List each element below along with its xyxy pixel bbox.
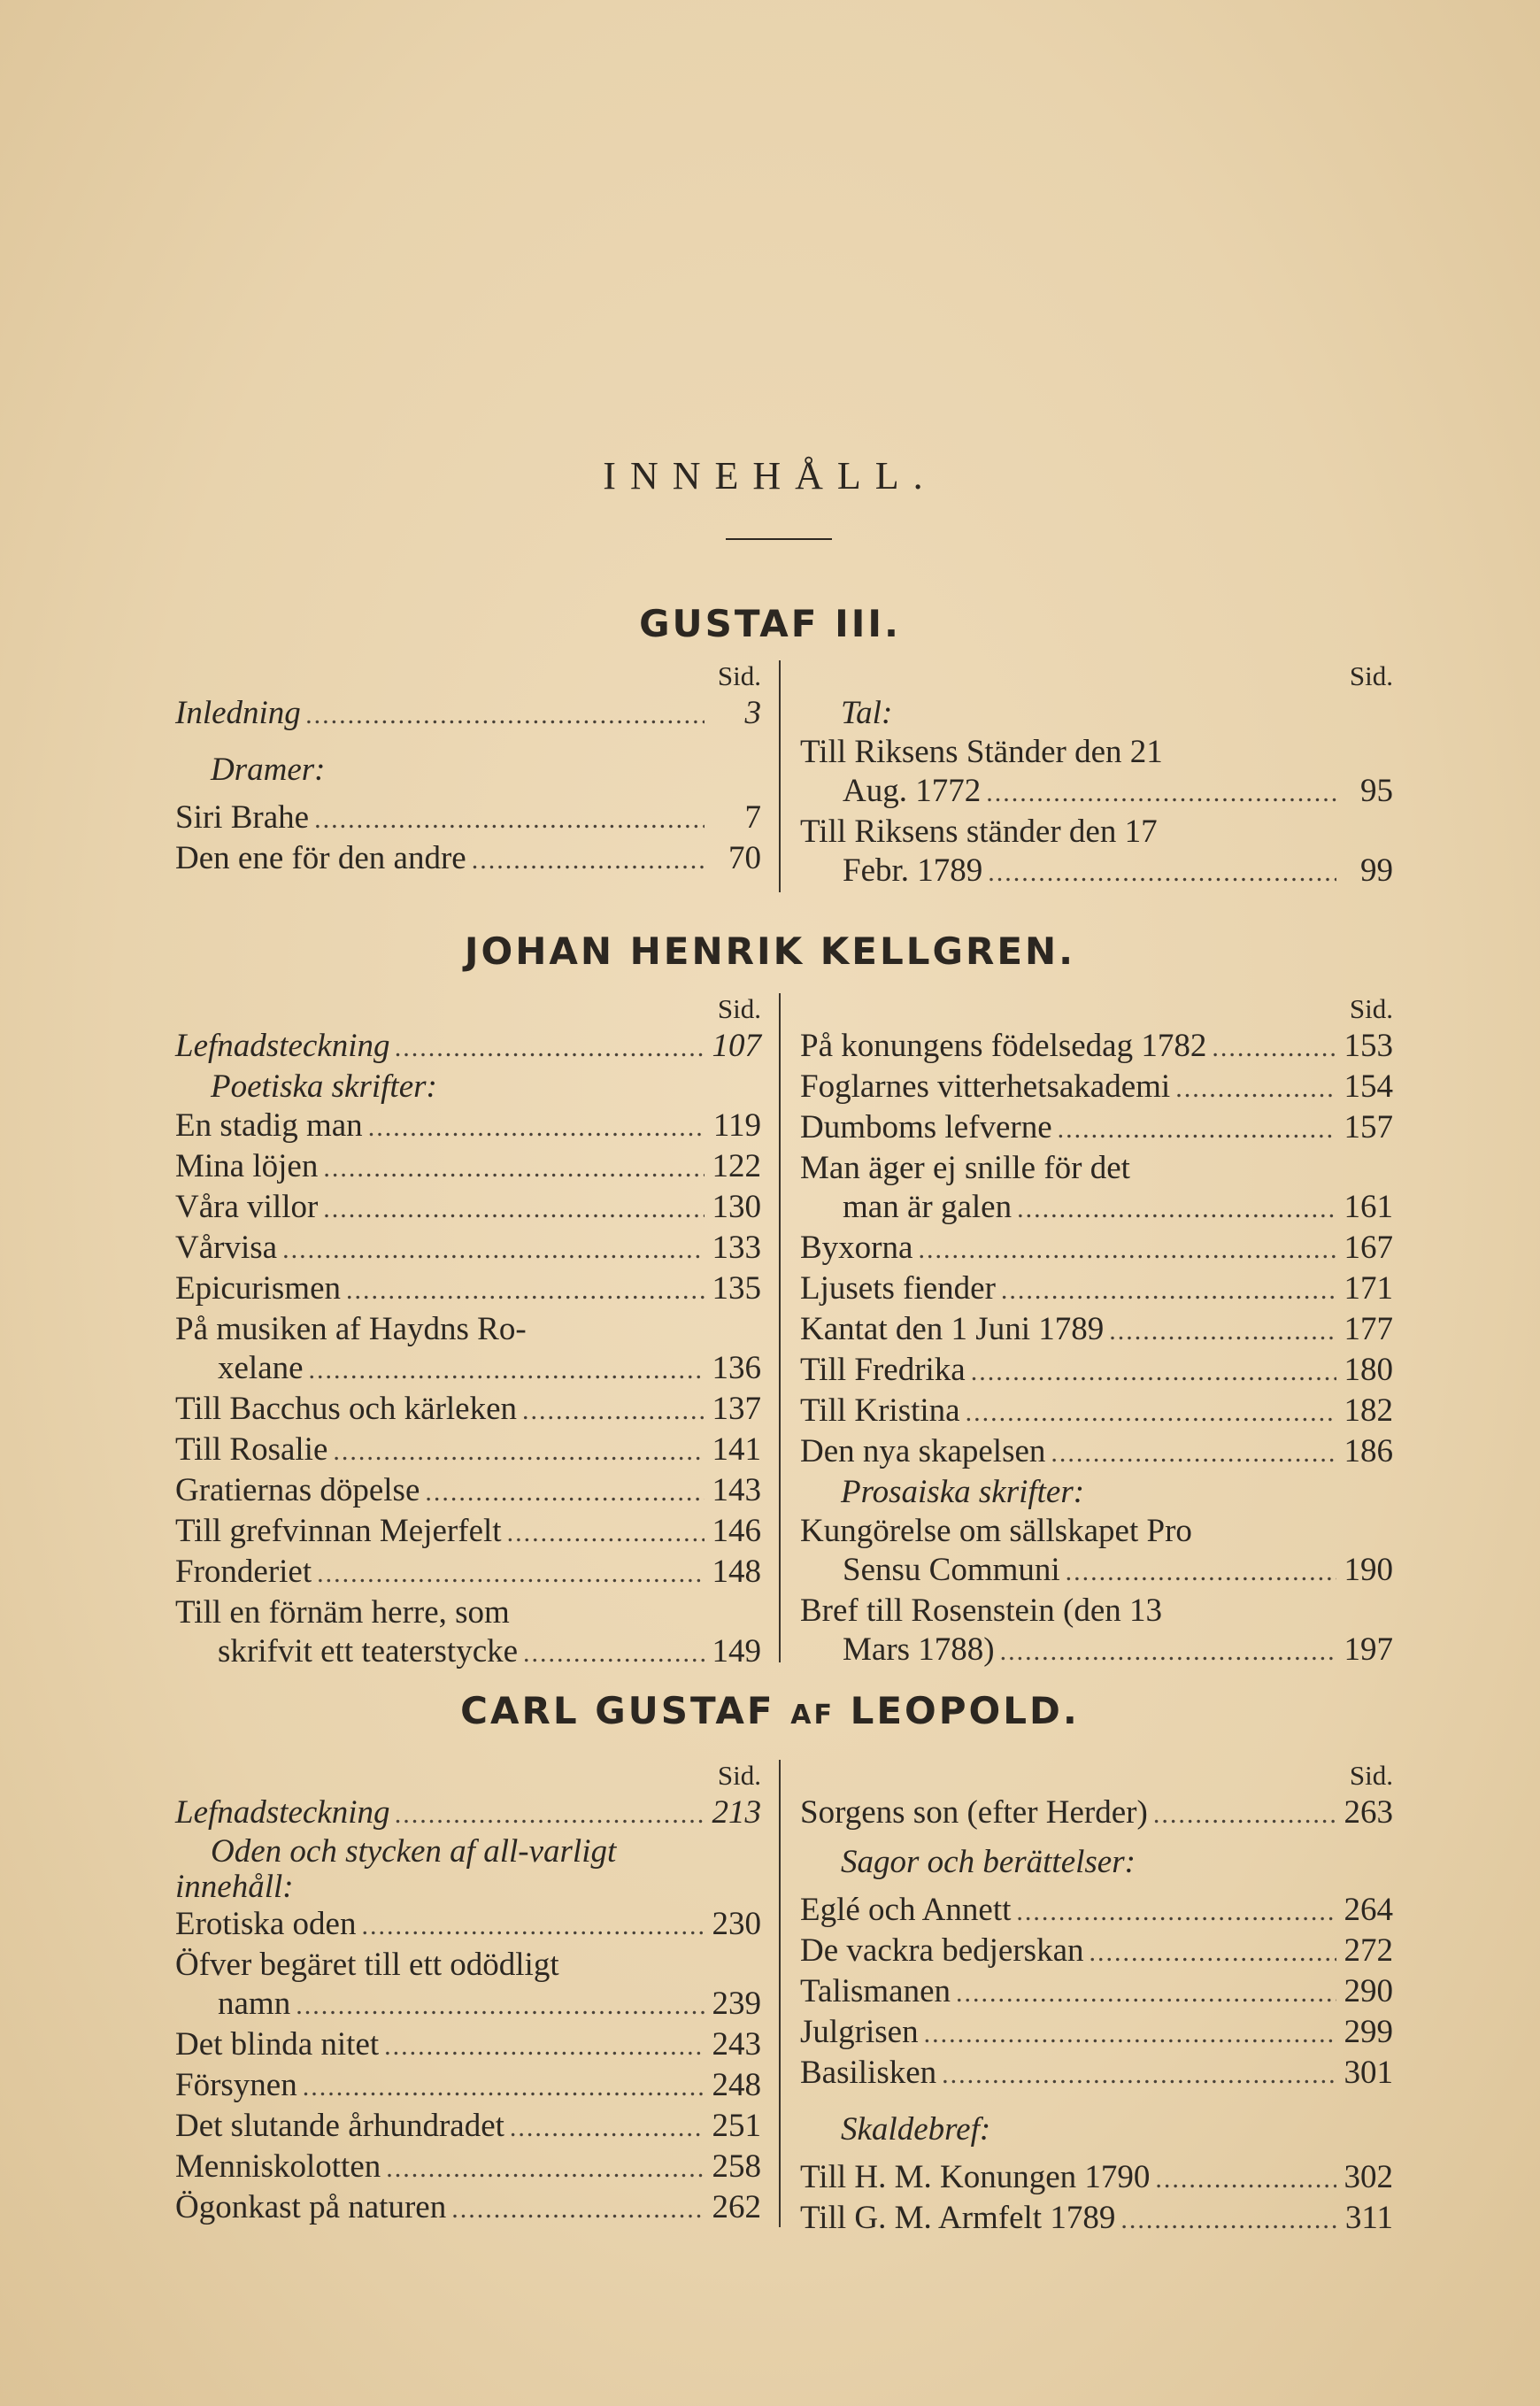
toc-entry: Till Rosalie ..... 141 bbox=[175, 1430, 761, 1471]
toc-entry: skrifvit ett teaterstycke ..... 149 bbox=[175, 1632, 761, 1673]
leader-dots bbox=[361, 1907, 705, 1946]
gustaf-left-column bbox=[175, 659, 761, 880]
leader-dots bbox=[306, 696, 705, 735]
toc-entry-line: Till en förnäm herre, som bbox=[175, 1594, 510, 1631]
toc-entry-line: Man äger ej snille för det bbox=[800, 1150, 1130, 1186]
leader-dots bbox=[323, 1149, 705, 1188]
toc-entry-line: På musiken af Haydns Ro- bbox=[175, 1311, 527, 1347]
leader-dots bbox=[384, 2027, 705, 2066]
leader-dots bbox=[1175, 1069, 1336, 1108]
leader-dots bbox=[472, 841, 705, 880]
toc-entry: Erotiska oden ..... 230 bbox=[175, 1905, 761, 1946]
kellgren-left-column bbox=[175, 991, 761, 1673]
sid-label: Sid. bbox=[1349, 1760, 1393, 1791]
toc-entry: Till grefvinnan Mejerfelt ..... 146 bbox=[175, 1512, 761, 1553]
leader-dots bbox=[966, 1393, 1336, 1432]
sid-label: Sid. bbox=[717, 660, 761, 691]
toc-entry: Gratiernas döpelse ..... 143 bbox=[175, 1471, 761, 1512]
leader-dots bbox=[368, 1108, 705, 1147]
subsection-label: Dramer: bbox=[211, 752, 326, 788]
toc-entry: Aug. 1772 ..... 95 bbox=[800, 772, 1393, 813]
kellgren-right-column bbox=[800, 991, 1393, 1671]
toc-entry: Till Fredrika ..... 180 bbox=[800, 1351, 1393, 1392]
toc-entry: Febr. 1789 ..... 99 bbox=[800, 852, 1393, 892]
toc-entry: Mina löjen ..... 122 bbox=[175, 1147, 761, 1188]
leader-dots bbox=[1058, 1110, 1336, 1149]
toc-entry: Den nya skapelsen ..... 186 bbox=[800, 1432, 1393, 1473]
toc-entry: En stadig man ..... 119 bbox=[175, 1107, 761, 1147]
toc-entry: De vackra bedjerskan ..... 272 bbox=[800, 1932, 1393, 1972]
leader-dots bbox=[1155, 2160, 1336, 2199]
leader-dots bbox=[396, 1029, 705, 1068]
leader-dots bbox=[346, 1271, 705, 1310]
toc-entry: Den ene för den andre ..... 70 bbox=[175, 839, 761, 880]
subsection-label: Oden och stycken af all-varligt innehåll: bbox=[175, 1833, 617, 1905]
leader-dots bbox=[1120, 2201, 1336, 2240]
toc-entry: Lefnadsteckning ..... 213 bbox=[175, 1793, 761, 1834]
leader-dots bbox=[317, 1554, 705, 1593]
toc-entry: Basilisken ..... 301 bbox=[800, 2054, 1393, 2094]
leader-dots bbox=[986, 774, 1336, 813]
leader-dots bbox=[1001, 1271, 1336, 1310]
gustaf-right-column bbox=[800, 659, 1393, 892]
leader-dots bbox=[971, 1353, 1336, 1392]
toc-entry: Sorgens son (efter Herder) ..... 263 bbox=[800, 1793, 1393, 1834]
toc-entry: Epicurismen ..... 135 bbox=[175, 1269, 761, 1310]
toc-entry: Menniskolotten ..... 258 bbox=[175, 2148, 761, 2188]
leader-dots bbox=[323, 1190, 705, 1229]
sid-label: Sid. bbox=[717, 993, 761, 1024]
section-heading-leopold: CARL GUSTAF AF LEOPOLD. bbox=[460, 1689, 1080, 1732]
toc-entry: Eglé och Annett ..... 264 bbox=[800, 1891, 1393, 1932]
leader-dots bbox=[1016, 1893, 1336, 1932]
leader-dots bbox=[956, 1974, 1336, 2013]
leader-dots bbox=[522, 1392, 705, 1430]
leader-dots bbox=[507, 1514, 705, 1553]
leader-dots bbox=[918, 1230, 1336, 1269]
leader-dots bbox=[296, 1986, 705, 2025]
toc-entry: Till G. M. Armfelt 1789 ..... 311 bbox=[800, 2199, 1393, 2240]
subsection-label: Poetiska skrifter: bbox=[211, 1068, 437, 1105]
leader-dots bbox=[451, 2190, 705, 2229]
leader-dots bbox=[1212, 1029, 1336, 1068]
toc-entry-line: Öfver begäret till ett odödligt bbox=[175, 1947, 559, 1983]
leader-dots bbox=[303, 2068, 705, 2107]
leader-dots bbox=[924, 2015, 1336, 2054]
toc-entry: Foglarnes vitterhetsakademi ..... 154 bbox=[800, 1068, 1393, 1108]
leader-dots bbox=[1109, 1312, 1336, 1351]
leader-dots bbox=[386, 2149, 705, 2188]
toc-entry: Till Bacchus och kärleken ..... 137 bbox=[175, 1390, 761, 1430]
leader-dots bbox=[1153, 1795, 1336, 1834]
toc-entry: Talismanen ..... 290 bbox=[800, 1972, 1393, 2013]
toc-entry: Det blinda nitet ..... 243 bbox=[175, 2025, 761, 2066]
subsection-label: Tal: bbox=[841, 695, 893, 731]
leader-dots bbox=[309, 1351, 705, 1390]
subsection-label: Prosaiska skrifter: bbox=[841, 1474, 1085, 1510]
toc-entry: Till H. M. Konungen 1790 ..... 302 bbox=[800, 2158, 1393, 2199]
leader-dots bbox=[425, 1473, 705, 1512]
leader-dots bbox=[510, 2109, 705, 2148]
toc-entry: Fronderiet ..... 148 bbox=[175, 1553, 761, 1593]
toc-entry: Byxorna ..... 167 bbox=[800, 1229, 1393, 1269]
toc-entry: xelane ..... 136 bbox=[175, 1349, 761, 1390]
toc-entry: Ljusets fiender ..... 171 bbox=[800, 1269, 1393, 1310]
toc-entry: Siri Brahe ..... 7 bbox=[175, 798, 761, 839]
sid-label: Sid. bbox=[717, 1760, 761, 1791]
toc-entry: Våra villor ..... 130 bbox=[175, 1188, 761, 1229]
toc-entry: Kantat den 1 Juni 1789 ..... 177 bbox=[800, 1310, 1393, 1351]
leader-dots bbox=[333, 1432, 705, 1471]
page-title: INNEHÅLL. bbox=[603, 454, 937, 497]
toc-entry: Julgrisen ..... 299 bbox=[800, 2013, 1393, 2054]
toc-entry: man är galen ..... 161 bbox=[800, 1188, 1393, 1229]
sid-label: Sid. bbox=[1349, 993, 1393, 1024]
leader-dots bbox=[988, 853, 1336, 892]
toc-entry: Dumboms lefverne ..... 157 bbox=[800, 1108, 1393, 1149]
toc-entry: Till Kristina ..... 182 bbox=[800, 1392, 1393, 1432]
toc-entry: Mars 1788) ..... 197 bbox=[800, 1631, 1393, 1671]
leader-dots bbox=[314, 800, 705, 839]
leader-dots bbox=[1090, 1933, 1337, 1972]
toc-entry: Inledning ..... 3 bbox=[175, 694, 761, 735]
toc-entry: Det slutande århundradet ..... 251 bbox=[175, 2107, 761, 2148]
toc-entry-line: Till Riksens Ständer den 21 bbox=[800, 734, 1163, 770]
toc-entry: Lefnadsteckning ..... 107 bbox=[175, 1027, 761, 1068]
leader-dots bbox=[282, 1230, 705, 1269]
column-divider bbox=[779, 993, 781, 1662]
sid-label: Sid. bbox=[1349, 660, 1393, 691]
leader-dots bbox=[523, 1634, 705, 1673]
leader-dots bbox=[1017, 1190, 1336, 1229]
leader-dots bbox=[1066, 1553, 1336, 1592]
subsection-label: Sagor och berättelser: bbox=[841, 1844, 1136, 1880]
section-heading-gustaf: GUSTAF III. bbox=[639, 602, 901, 645]
leader-dots bbox=[396, 1795, 705, 1834]
leopold-right-column bbox=[800, 1758, 1393, 2240]
toc-entry: På konungens födelsedag 1782 ..... 153 bbox=[800, 1027, 1393, 1068]
toc-entry-line: Bref till Rosenstein (den 13 bbox=[800, 1592, 1162, 1629]
toc-entry-line: Kungörelse om sällskapet Pro bbox=[800, 1513, 1192, 1549]
title-rule bbox=[726, 538, 832, 540]
toc-entry: Ögonkast på naturen ..... 262 bbox=[175, 2188, 761, 2229]
column-divider bbox=[779, 1760, 781, 2227]
column-divider bbox=[779, 660, 781, 892]
leader-dots bbox=[942, 2055, 1336, 2094]
toc-entry: Sensu Communi ..... 190 bbox=[800, 1551, 1393, 1592]
toc-entry: Vårvisa ..... 133 bbox=[175, 1229, 761, 1269]
leader-dots bbox=[1000, 1632, 1336, 1671]
toc-entry: namn ..... 239 bbox=[175, 1985, 761, 2025]
toc-entry: Försynen ..... 248 bbox=[175, 2066, 761, 2107]
subsection-label: Skaldebref: bbox=[841, 2111, 991, 2148]
leader-dots bbox=[1051, 1434, 1336, 1473]
section-heading-kellgren: JOHAN HENRIK KELLGREN. bbox=[464, 929, 1076, 973]
toc-entry-line: Till Riksens ständer den 17 bbox=[800, 814, 1158, 850]
leopold-left-column bbox=[175, 1758, 761, 2229]
